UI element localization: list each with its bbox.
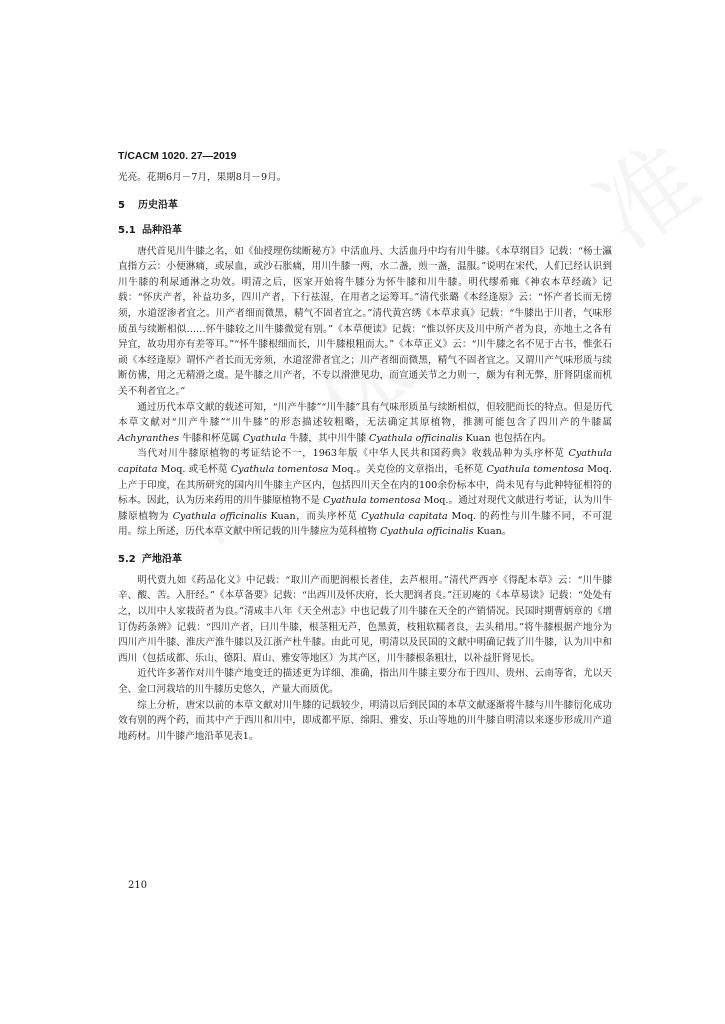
section-heading-5: [118, 196, 612, 211]
paragraph: 明代贾九如《药品化义》中记载：“取川产而肥润根长者佳，去芦根用。”清代严西亭《得配本草》云：“川牛膝辛、酸、苦。入肝经。”《本草备要》记载：“出西川及怀庆府，长大肥润者良。”汪讱庵的《本草易读》记载：“处处有之，以川中人家栽莳者为良。”清咸丰八年《天全州志》中也记载了川牛膝在天全的产销情况。民国时期曹炳章的《增订伪药条辨》记载：“四川产者，曰川牛膝，根茎粗无芦，色黑黄，枝粗软糯者良，去头稍用。”将牛膝根据产地分为四川产川牛膝、淮庆产淮牛膝以及江浙产杜牛膝。由此可见，明清以及民国的文献中明确记载了川牛膝，认为川中和西川（包括成都、乐山、德阳、眉山、雅安等地区）为其产区，川牛膝根条粗壮，以补益肝肾见长。: [118, 574, 612, 664]
text-run: Kuan。: [473, 526, 512, 538]
paragraph: 近代许多著作对川牛膝产地变迁的描述更为详细、准确，指出川牛膝主要分布于四川、贵州、云南等省，尤以天全、金口河栽培的川牛膝历史悠久，产量大而质优。: [118, 668, 612, 696]
text-run: Moq.。通过对现代文献进行考证，认为川牛膝原植物为: [118, 495, 612, 522]
section-heading-5-1: [118, 221, 612, 236]
latin-name: Cyathula: [242, 432, 287, 444]
paragraph: [118, 446, 612, 540]
latin-name: Cyathula capitata: [118, 448, 612, 475]
page-number: 210: [128, 880, 148, 891]
latin-name: Cyathula tomentosa: [486, 463, 584, 475]
standard-code: T/CACM 1020. 27—2019: [118, 150, 237, 162]
paragraph: [118, 400, 612, 447]
text-run: Kuan 也包括在内。: [462, 432, 552, 444]
intro-line: 光亮。花期6月－7月，果期8月－9月。: [118, 172, 287, 183]
latin-name: Cyathula officinalis: [369, 432, 463, 444]
text-run: Moq. 的药性与川牛膝不同，不可混用。综上所述，历代本草文献中所记载的川牛膝应为苋科植物: [118, 510, 613, 538]
latin-name: Cyathula officinalis: [172, 510, 267, 522]
text-run: 牛膝和杯苋属: [179, 432, 243, 444]
latin-name: Achyranthes: [118, 432, 180, 444]
text-run: 通过历代本草文献的载述可知，“川产牛膝”“川牛膝”具有气味形质虽与续断相似，但较肥而长的特点。但是历代本草文献对“川产牛膝”“川牛膝”的形态描述较粗略，无法确定其原植物，推测可能包含了四川产的牛膝属: [118, 401, 612, 429]
paragraph: 唐代首见川牛膝之名，如《仙授理伤续断秘方》中活血丹、大活血丹中均有川牛膝。《本草纲目》记载：“杨士瀛直指方云：小便淋痛，或尿血，或沙石胀痛，用川牛膝一两，水二盏，煎一盏，温服。”说明在宋代，人们已经认识到川牛膝的利尿通淋之功效。明清之后，医家开始将牛膝分为怀牛膝和川牛膝。明代缪希雍《神农本草经疏》记载：“怀庆产者，补益功多，四川产者，下行祛湿，在用者之运筹耳。”清代张璐《本经逢原》云：“怀产者长而无傍须，水道涩渗者宜之。川产者细而微黑，精气不固者宜之。”清代黄宫绣《本草求真》记载：“牛膝出于川者，气味形质虽与续断相似……怀牛膝较之川牛膝微觉有别。”《本草便读》记载：“惟以怀庆及川中所产者为良，亦地土之各有异宜，故功用亦有差等耳。”“怀牛膝根细而长，川牛膝根粗而大。”《本草正义》云：“川牛膝之名不见于古书，惟张石顽《本经逢原》谓怀产者长而无旁须，水道涩滞者宜之；川产者细而微黑，精气不固者宜之。又谓川产气味形质与续断仿佛，用之无精滑之虞。是牛膝之川产者，不专以滑泄见功，而宣通关节之力则一，颇为有利无弊，肝肾阴虚而机关不利者宜之。”: [118, 245, 612, 397]
section-title: 品种沿革: [142, 224, 182, 236]
latin-name: Cyathula tomentosa: [230, 463, 329, 475]
latin-name: Cyathula capitata: [361, 510, 448, 522]
text-run: Moq. 上产于印度，在其所研究的国内川牛膝主产区内，包括四川天全在内的100余份标本中，尚未见有与此种特征相符的标本。因此，认为历来药用的川牛膝原植物不是: [118, 463, 612, 507]
latin-name: Cyathula tomentosa: [323, 495, 421, 507]
section-number: 5: [118, 199, 125, 211]
text-run: Moq. 或毛杯苋: [157, 463, 231, 475]
paragraph: 综上分析，唐宋以前的本草文献对川牛膝的记载较少，明清以后到民国的本草文献逐渐将牛膝与川牛膝衍化成功效有别的两个药，而其中产于西川和川中，即成都平原、绵阳、雅安、乐山等地的川牛膝自明清以来逐步形成川产道地药材。川牛膝产地沿革见表1。: [118, 699, 612, 742]
text-run: Kuan，而头序杯苋: [266, 510, 362, 522]
section-number: 5.2: [118, 553, 136, 565]
section-title: 产地沿革: [142, 553, 182, 565]
text-run: 牛膝，其中川牛膝: [286, 432, 370, 444]
section-heading-5-2: [118, 550, 612, 565]
text-run: Moq.。关克俭的文章指出，毛杯苋: [328, 463, 487, 475]
latin-name: Cyathula officinalis: [380, 526, 474, 538]
section-number: 5.1: [118, 224, 136, 236]
document-page: [118, 150, 612, 744]
text-run: 当代对川牛膝原植物的考证结论不一，1963年版《中华人民共和国药典》收载品种为头序杯苋: [137, 448, 569, 460]
section-title: 历史沿革: [138, 199, 178, 211]
